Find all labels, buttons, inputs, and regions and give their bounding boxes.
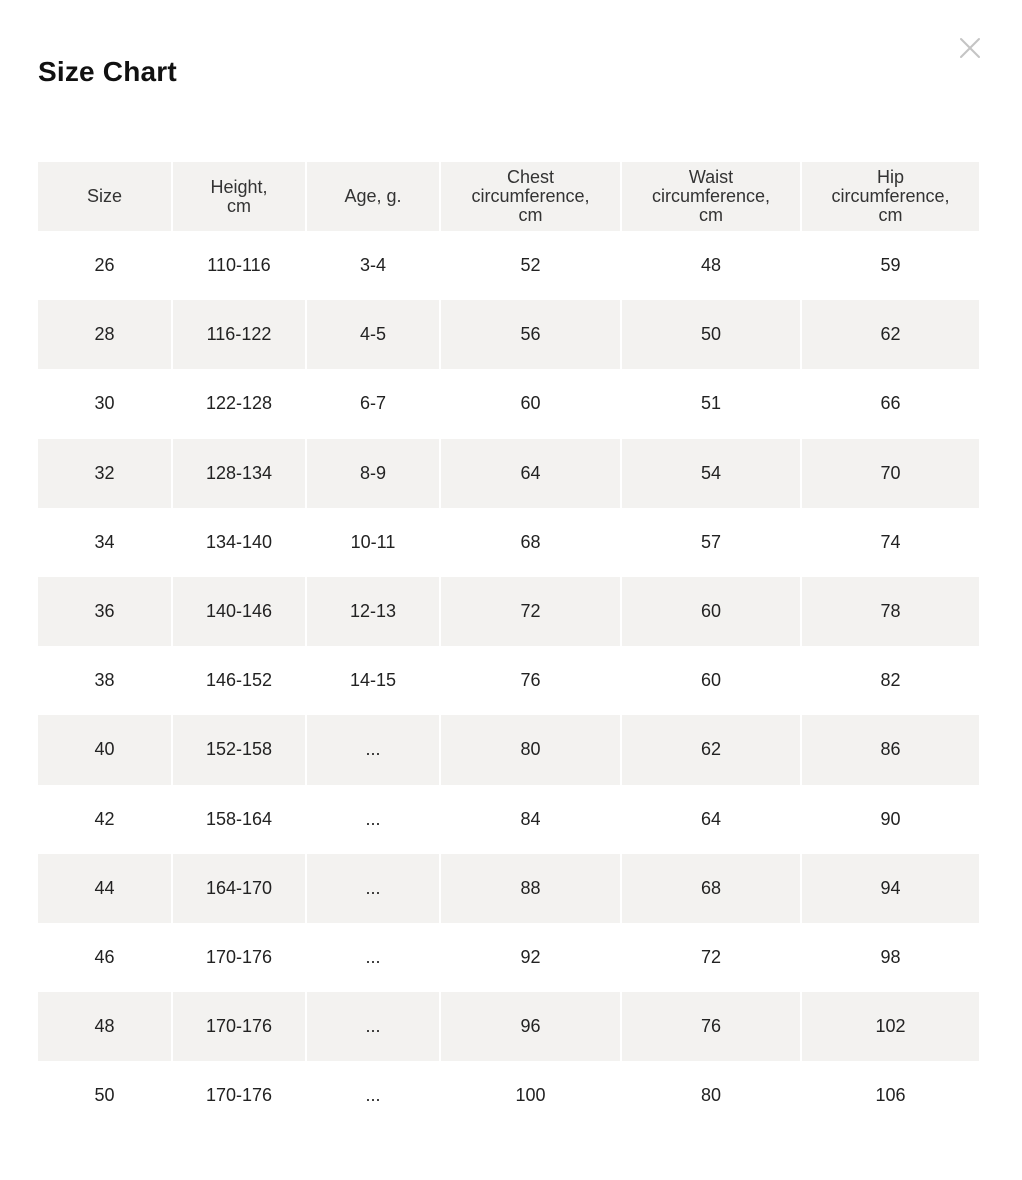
cell-hip: 86 <box>801 715 979 784</box>
cell-hip: 59 <box>801 231 979 300</box>
cell-age: ... <box>306 785 440 854</box>
cell-hip: 90 <box>801 785 979 854</box>
cell-chest: 68 <box>440 508 621 577</box>
cell-waist: 64 <box>621 785 801 854</box>
cell-size: 44 <box>94 877 115 898</box>
close-button[interactable] <box>956 34 984 62</box>
cell-age: 14-15 <box>306 646 440 715</box>
table-row <box>38 923 979 992</box>
cell-height: 158-164 <box>172 785 306 854</box>
cell-height: 122-128 <box>172 369 306 438</box>
cell-chest: 88 <box>440 854 621 923</box>
column-header-line: Height, <box>210 176 268 197</box>
cell-size: 46 <box>94 946 115 967</box>
cell-chest: 72 <box>440 577 621 646</box>
cell-chest: 64 <box>440 439 621 508</box>
column-header-waist <box>621 162 801 231</box>
column-header-chest <box>440 162 621 231</box>
cell-age: 3-4 <box>306 231 440 300</box>
cell-height: 140-146 <box>172 577 306 646</box>
size-chart-table <box>38 162 979 1130</box>
cell-height: 170-176 <box>172 1061 306 1130</box>
cell-height: 170-176 <box>172 923 306 992</box>
column-header-line: circumference, <box>831 186 950 206</box>
column-header-line: Waist <box>688 167 734 187</box>
cell-height: 164-170 <box>172 854 306 923</box>
column-header-size <box>38 162 172 231</box>
cell-hip: 78 <box>801 577 979 646</box>
cell-age: ... <box>306 1061 440 1130</box>
cell-chest: 76 <box>440 646 621 715</box>
cell-size: 50 <box>94 1085 115 1106</box>
table-row <box>38 785 979 854</box>
cell-age: ... <box>306 923 440 992</box>
cell-hip: 94 <box>801 854 979 923</box>
cell-waist: 72 <box>621 923 801 992</box>
table-row <box>38 439 979 508</box>
column-header-height <box>172 162 306 231</box>
cell-chest: 60 <box>440 369 621 438</box>
modal-title: Size Chart <box>38 56 177 87</box>
table-row <box>38 854 979 923</box>
column-header-line: circumference, <box>471 186 590 206</box>
cell-age: ... <box>306 854 440 923</box>
cell-waist: 57 <box>621 508 801 577</box>
cell-hip: 106 <box>801 1061 979 1130</box>
cell-height: 134-140 <box>172 508 306 577</box>
cell-waist: 51 <box>621 369 801 438</box>
table-row <box>38 508 979 577</box>
column-header-line: cm <box>518 205 543 225</box>
table-body <box>38 231 979 1130</box>
cell-size: 36 <box>94 601 115 622</box>
cell-hip: 102 <box>801 992 979 1061</box>
table-row <box>38 646 979 715</box>
cell-age: 12-13 <box>306 577 440 646</box>
table-row <box>38 715 979 784</box>
cell-height: 128-134 <box>172 439 306 508</box>
cell-chest: 84 <box>440 785 621 854</box>
table-row <box>38 231 979 300</box>
cell-age: 10-11 <box>306 508 440 577</box>
cell-age: 4-5 <box>306 300 440 369</box>
cell-waist: 48 <box>621 231 801 300</box>
column-header-line: Age, g. <box>344 186 402 206</box>
cell-size: 28 <box>94 324 115 345</box>
cell-size: 32 <box>94 462 115 483</box>
column-header-line: circumference, <box>651 186 771 206</box>
cell-waist: 62 <box>621 715 801 784</box>
column-header-line: Chest <box>506 167 555 187</box>
cell-height: 116-122 <box>172 300 306 369</box>
cell-hip: 98 <box>801 923 979 992</box>
cell-waist: 80 <box>621 1061 801 1130</box>
table-row <box>38 992 979 1061</box>
cell-hip: 66 <box>801 369 979 438</box>
column-header-line: Hip <box>876 167 904 187</box>
cell-chest: 80 <box>440 715 621 784</box>
cell-hip: 74 <box>801 508 979 577</box>
cell-chest: 100 <box>440 1061 621 1130</box>
table-row <box>38 369 979 438</box>
cell-waist: 68 <box>621 854 801 923</box>
cell-height: 146-152 <box>172 646 306 715</box>
cell-height: 152-158 <box>172 715 306 784</box>
cell-height: 110-116 <box>172 231 306 300</box>
cell-waist: 60 <box>621 577 801 646</box>
column-header-line: cm <box>699 205 723 225</box>
cell-hip: 62 <box>801 300 979 369</box>
cell-age: ... <box>306 715 440 784</box>
table-row <box>38 577 979 646</box>
close-icon <box>956 34 984 62</box>
cell-size: 40 <box>94 739 115 760</box>
column-header-hip <box>801 162 979 231</box>
column-header-line: Size <box>86 186 122 206</box>
cell-waist: 76 <box>621 992 801 1061</box>
cell-size: 38 <box>94 670 115 691</box>
cell-size: 42 <box>94 808 115 829</box>
table-row <box>38 1061 979 1130</box>
cell-chest: 56 <box>440 300 621 369</box>
cell-waist: 50 <box>621 300 801 369</box>
cell-chest: 96 <box>440 992 621 1061</box>
cell-chest: 52 <box>440 231 621 300</box>
cell-hip: 82 <box>801 646 979 715</box>
column-header-line: cm <box>878 205 903 225</box>
cell-waist: 60 <box>621 646 801 715</box>
column-header-age <box>306 162 440 231</box>
cell-age: ... <box>306 992 440 1061</box>
cell-height: 170-176 <box>172 992 306 1061</box>
cell-hip: 70 <box>801 439 979 508</box>
cell-size: 48 <box>94 1016 115 1037</box>
cell-size: 26 <box>94 255 115 276</box>
cell-size: 34 <box>94 531 115 552</box>
cell-chest: 92 <box>440 923 621 992</box>
cell-age: 8-9 <box>306 439 440 508</box>
cell-age: 6-7 <box>306 369 440 438</box>
table-header-row <box>38 162 979 231</box>
column-header-line: cm <box>227 195 251 216</box>
cell-size: 30 <box>94 393 115 414</box>
table-row <box>38 300 979 369</box>
cell-waist: 54 <box>621 439 801 508</box>
